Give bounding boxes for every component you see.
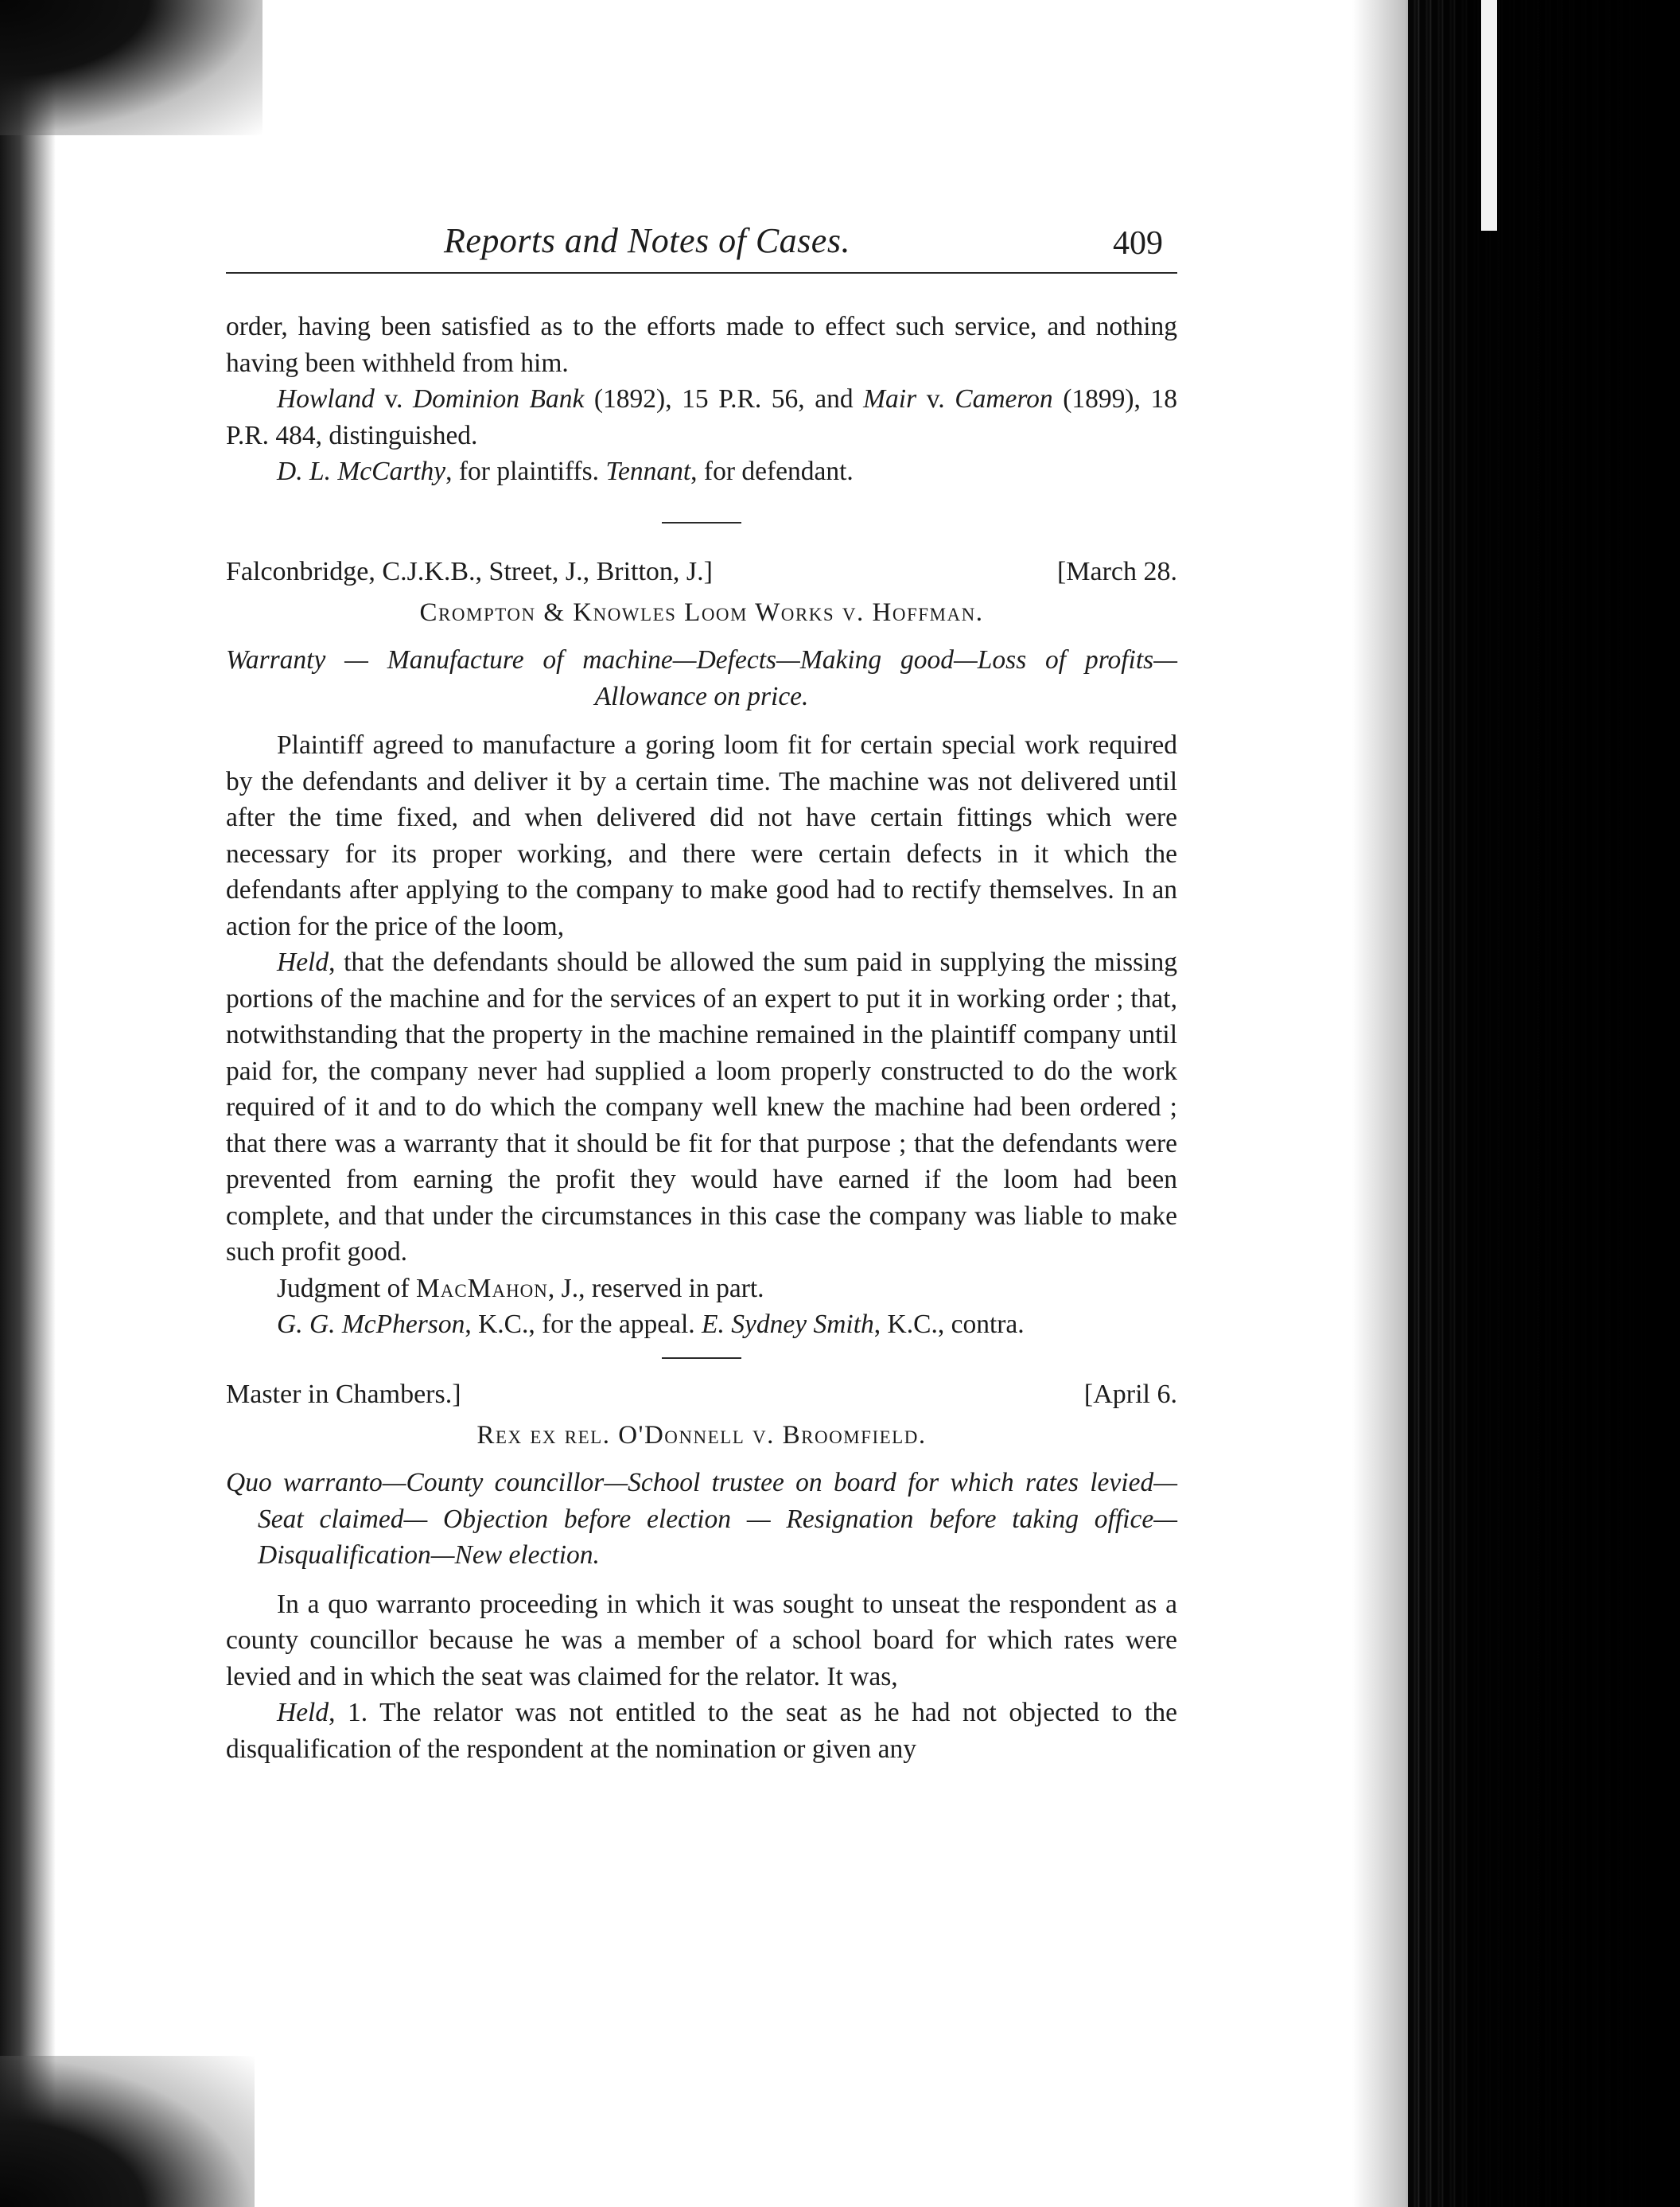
decision-date: [March 28. (1056, 556, 1177, 586)
counsel-role: , for plaintiffs. (445, 457, 606, 486)
counsel-role: , K.C., for the appeal. (465, 1310, 702, 1339)
running-title: Reports and Notes of Cases. (444, 221, 850, 260)
counsel-role: , K.C., contra. (873, 1310, 1025, 1339)
page-number: 409 (1113, 225, 1163, 262)
running-head (226, 223, 1177, 274)
court-judges: Master in Chambers.] (226, 1379, 461, 1409)
court-line (226, 1376, 1177, 1415)
counsel-name: E. Sydney Smith (702, 1310, 874, 1339)
binding-strip (1481, 0, 1497, 231)
court-judges: Falconbridge, C.J.K.B., Street, J., Britton, J.] (226, 556, 713, 586)
judge-name: MacMahon (415, 1273, 548, 1303)
held-label: Held (277, 1698, 329, 1727)
held-label: Held (277, 948, 329, 977)
counsel-role: , for defendant. (690, 457, 854, 486)
headnote: Warranty — Manufacture of machine—Defects—Making good—Loss of profits—Allowance on price. (226, 645, 1177, 711)
book-binding (1408, 0, 1680, 2207)
decision-date: [April 6. (1083, 1379, 1177, 1409)
judgment-line (226, 1271, 1177, 1307)
counsel-name: Tennant (605, 457, 691, 486)
versus: v. (374, 384, 413, 414)
case-name: Howland (277, 384, 375, 414)
counsel-line (226, 453, 1177, 490)
counsel-name: D. L. McCarthy (277, 457, 446, 486)
citation: (1892), 15 P.R. 56, and (584, 384, 864, 414)
distinguished-cases (226, 381, 1177, 453)
facts-paragraph: In a quo warranto proceeding in which it was sought to unseat the respondent as a county councillor because he was a member of a school board for which rates were levied and in which the seat was claimed for the relator. It was, (226, 1589, 1177, 1691)
held-text: , that the defendants should be allowed the sum paid in supplying the missing portions of the machine and for the services of an expert to put it in working order ; that, notwithstanding that the property in the machine remained in the plaintiff company until paid for, the company never had supplied a loom properly constructed to do the work required of it and to do which the company well knew the machine had been ordered ; that there was a warranty that it should be fit for that purpose ; that the defendants were prevented from earning the profit they would have earned if the loom had been complete, and that under the circumstances in this case the company was liable to make such profit good. (226, 948, 1177, 1267)
held-paragraph (226, 1695, 1177, 1767)
section-divider (662, 522, 741, 524)
case-name: Mair (863, 384, 917, 414)
continued-paragraph: order, having been satisfied as to the efforts made to effect such service, and nothing having been withheld from him. (226, 312, 1177, 378)
case-name: Cameron (955, 384, 1053, 414)
judgment-prefix: Judgment of (277, 1273, 416, 1303)
counsel-line (226, 1306, 1177, 1343)
case-name: Dominion Bank (412, 384, 585, 414)
counsel-name: G. G. McPherson (277, 1310, 465, 1339)
court-line (226, 554, 1177, 592)
versus: v. (916, 384, 955, 414)
held-text: , 1. The relator was not entitled to the seat as he had not objected to the disqualification of the respondent at the nomination or given any (226, 1698, 1177, 1764)
held-paragraph (226, 944, 1177, 1271)
judgment-suffix: , J., reserved in part. (547, 1273, 764, 1303)
scan-shadow-bottom-left (0, 2056, 255, 2207)
page-body (226, 223, 1177, 1767)
headnote: Quo warranto—County councillor—School trustee on board for which rates levied—Seat claimed— Objection before election — Resignation before taking office—Disqualification—New election. (226, 1468, 1177, 1570)
citation: (1899), 18 P.R. 484, distinguished. (226, 384, 1177, 450)
section-divider (662, 1357, 741, 1359)
case-title: Crompton & Knowles Loom Works v. Hoffman. (419, 597, 984, 627)
scan-left-edge (0, 0, 56, 2207)
case-title: Rex ex rel. O'Donnell v. Broomfield. (476, 1420, 927, 1450)
scan-shadow-top-left (0, 0, 262, 135)
facts-paragraph: Plaintiff agreed to manufacture a goring loom fit for certain special work required by the defendants and deliver it by a certain time. The machine was not delivered until after the time fixed, and when delivered did not have certain fittings which were necessary for its proper working, and there were certain defects in it which the defendants after applying to the company to make good had to rectify themselves. In an action for the price of the loom, (226, 730, 1177, 941)
